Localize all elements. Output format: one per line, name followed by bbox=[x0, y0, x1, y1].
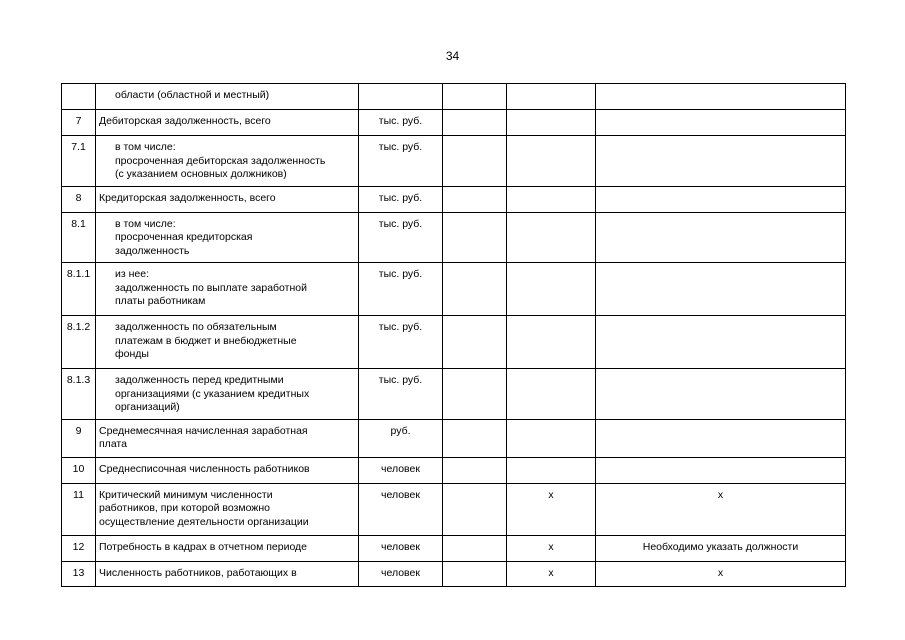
value-cell-1 bbox=[443, 561, 507, 586]
value-cell-1 bbox=[443, 110, 507, 136]
row-number-cell: 8.1.2 bbox=[62, 316, 96, 369]
value-cell-2 bbox=[507, 316, 596, 369]
unit-cell: тыс. руб. bbox=[359, 316, 443, 369]
report-table bbox=[61, 83, 846, 587]
indicator-name-cell: Кредиторская задолженность, всего bbox=[96, 186, 359, 212]
note-cell bbox=[596, 316, 846, 369]
note-cell bbox=[596, 186, 846, 212]
value-cell-2 bbox=[507, 186, 596, 212]
value-cell-2 bbox=[507, 84, 596, 110]
page-number: 34 bbox=[445, 49, 460, 63]
note-cell bbox=[596, 457, 846, 483]
value-cell-2: х bbox=[507, 535, 596, 561]
table-row bbox=[62, 483, 846, 535]
row-number-cell: 12 bbox=[62, 535, 96, 561]
indicator-name-cell: Численность работников, работающих в bbox=[96, 561, 359, 586]
indicator-name-cell: области (областной и местный) bbox=[96, 84, 359, 110]
row-number-cell bbox=[62, 84, 96, 110]
unit-cell: тыс. руб. bbox=[359, 263, 443, 316]
indicator-name-cell: Среднемесячная начисленная заработная плата bbox=[96, 419, 359, 457]
row-number-cell: 7.1 bbox=[62, 136, 96, 187]
value-cell-1 bbox=[443, 369, 507, 420]
value-cell-1 bbox=[443, 84, 507, 110]
row-number-cell: 10 bbox=[62, 457, 96, 483]
row-number-cell: 7 bbox=[62, 110, 96, 136]
indicator-name-cell: в том числе: просроченная дебиторская задолженность (с указанием основных должников) bbox=[96, 136, 359, 187]
unit-cell: тыс. руб. bbox=[359, 110, 443, 136]
table-row bbox=[62, 419, 846, 457]
unit-cell: руб. bbox=[359, 419, 443, 457]
indicator-name-cell: задолженность перед кредитными организациями (с указанием кредитных организаций) bbox=[96, 369, 359, 420]
table-row bbox=[62, 369, 846, 420]
unit-cell: тыс. руб. bbox=[359, 136, 443, 187]
row-number-cell: 13 bbox=[62, 561, 96, 586]
table-row bbox=[62, 110, 846, 136]
value-cell-2: х bbox=[507, 561, 596, 586]
value-cell-1 bbox=[443, 483, 507, 535]
table-row bbox=[62, 136, 846, 187]
value-cell-1 bbox=[443, 419, 507, 457]
value-cell-2 bbox=[507, 369, 596, 420]
value-cell-1 bbox=[443, 186, 507, 212]
indicator-name-cell: задолженность по обязательным платежам в бюджет и внебюджетные фонды bbox=[96, 316, 359, 369]
note-cell bbox=[596, 212, 846, 263]
indicator-name-cell: в том числе: просроченная кредиторская задолженность bbox=[96, 212, 359, 263]
note-cell bbox=[596, 110, 846, 136]
table-row bbox=[62, 186, 846, 212]
table-row bbox=[62, 84, 846, 110]
table-row bbox=[62, 535, 846, 561]
indicator-name-cell: Среднесписочная численность работников bbox=[96, 457, 359, 483]
table-row bbox=[62, 212, 846, 263]
table-row bbox=[62, 457, 846, 483]
value-cell-1 bbox=[443, 136, 507, 187]
note-cell: х bbox=[596, 483, 846, 535]
unit-cell: человек bbox=[359, 457, 443, 483]
row-number-cell: 8 bbox=[62, 186, 96, 212]
unit-cell: тыс. руб. bbox=[359, 212, 443, 263]
value-cell-2 bbox=[507, 110, 596, 136]
value-cell-2 bbox=[507, 457, 596, 483]
value-cell-2 bbox=[507, 419, 596, 457]
unit-cell bbox=[359, 84, 443, 110]
indicator-name-cell: Дебиторская задолженность, всего bbox=[96, 110, 359, 136]
unit-cell: человек bbox=[359, 561, 443, 586]
value-cell-2 bbox=[507, 263, 596, 316]
row-number-cell: 8.1 bbox=[62, 212, 96, 263]
value-cell-1 bbox=[443, 316, 507, 369]
unit-cell: тыс. руб. bbox=[359, 186, 443, 212]
value-cell-2 bbox=[507, 136, 596, 187]
note-cell: Необходимо указать должности bbox=[596, 535, 846, 561]
indicator-name-cell: Критический минимум численности работников, при которой возможно осуществление деятельности организации bbox=[96, 483, 359, 535]
note-cell bbox=[596, 419, 846, 457]
row-number-cell: 11 bbox=[62, 483, 96, 535]
row-number-cell: 8.1.1 bbox=[62, 263, 96, 316]
row-number-cell: 8.1.3 bbox=[62, 369, 96, 420]
indicator-name-cell: Потребность в кадрах в отчетном периоде bbox=[96, 535, 359, 561]
unit-cell: человек bbox=[359, 483, 443, 535]
row-number-cell: 9 bbox=[62, 419, 96, 457]
note-cell bbox=[596, 263, 846, 316]
value-cell-1 bbox=[443, 535, 507, 561]
unit-cell: человек bbox=[359, 535, 443, 561]
note-cell bbox=[596, 84, 846, 110]
unit-cell: тыс. руб. bbox=[359, 369, 443, 420]
value-cell-2: х bbox=[507, 483, 596, 535]
table-row bbox=[62, 263, 846, 316]
value-cell-2 bbox=[507, 212, 596, 263]
value-cell-1 bbox=[443, 263, 507, 316]
table-row bbox=[62, 316, 846, 369]
note-cell: х bbox=[596, 561, 846, 586]
value-cell-1 bbox=[443, 212, 507, 263]
value-cell-1 bbox=[443, 457, 507, 483]
indicator-name-cell: из нее: задолженность по выплате заработной платы работникам bbox=[96, 263, 359, 316]
note-cell bbox=[596, 136, 846, 187]
table-row bbox=[62, 561, 846, 586]
note-cell bbox=[596, 369, 846, 420]
